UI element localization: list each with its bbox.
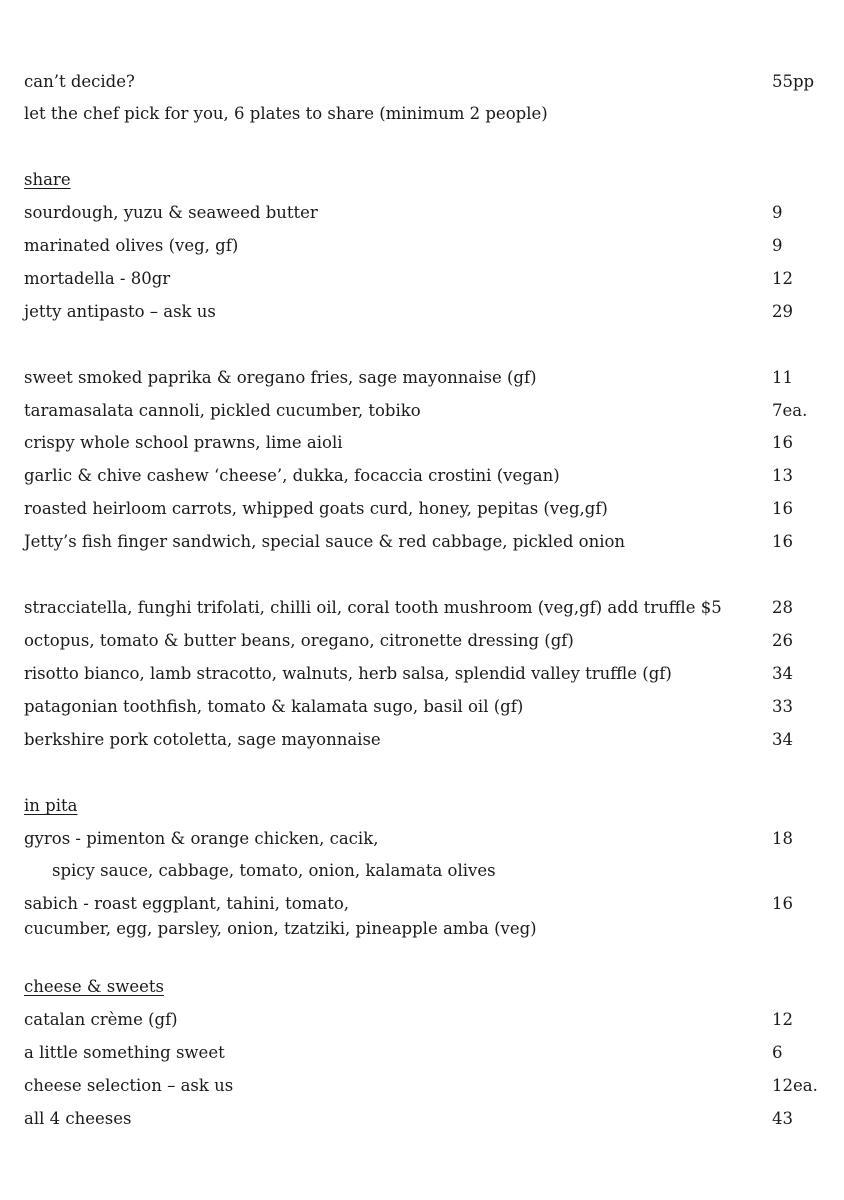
menu-item-price: 34	[772, 730, 793, 749]
chef-pick-title: can’t decide?	[24, 72, 135, 91]
menu-item-name: crispy whole school prawns, lime aioli	[24, 433, 343, 452]
section-heading-share: share	[24, 170, 71, 189]
chef-pick-price: 55pp	[772, 72, 815, 91]
menu-item-price: 13	[772, 466, 793, 485]
menu-item-name: all 4 cheeses	[24, 1109, 132, 1128]
menu-item-price: 7ea.	[772, 401, 808, 420]
menu-item-name: roasted heirloom carrots, whipped goats curd, honey, pepitas (veg,gf)	[24, 499, 608, 518]
menu-item-price: 11	[772, 368, 793, 387]
menu-item-name: risotto bianco, lamb stracotto, walnuts, herb salsa, splendid valley truffle (gf)	[24, 664, 672, 683]
menu-item-price: 16	[772, 894, 793, 913]
section-heading-cheese-sweets: cheese & sweets	[24, 977, 165, 996]
menu-item-price: 18	[772, 829, 793, 848]
menu-item-price: 16	[772, 433, 793, 452]
menu-item-name: sweet smoked paprika & oregano fries, sage mayonnaise (gf)	[24, 368, 537, 387]
menu-item-price: 28	[772, 598, 793, 617]
menu-item-name: a little something sweet	[24, 1043, 225, 1062]
menu-item-price: 16	[772, 499, 793, 518]
menu-item-description: cucumber, egg, parsley, onion, tzatziki, pineapple amba (veg)	[24, 919, 537, 938]
menu-item-name: berkshire pork cotoletta, sage mayonnaise	[24, 730, 381, 749]
menu-item-price: 34	[772, 664, 793, 683]
menu-item-price: 26	[772, 631, 793, 650]
menu-item-price: 9	[772, 236, 783, 255]
menu-item-description: spicy sauce, cabbage, tomato, onion, kalamata olives	[52, 861, 496, 880]
chef-pick-description: let the chef pick for you, 6 plates to share (minimum 2 people)	[24, 104, 548, 123]
menu-item-name: Jetty’s fish finger sandwich, special sauce & red cabbage, pickled onion	[24, 532, 626, 551]
menu-item-price: 12ea.	[772, 1076, 818, 1095]
menu-item-price: 43	[772, 1109, 793, 1128]
menu-item-name: mortadella - 80gr	[24, 269, 171, 288]
menu-item-name: sabich - roast eggplant, tahini, tomato,	[24, 894, 350, 913]
menu-item-name: garlic & chive cashew ‘cheese’, dukka, focaccia crostini (vegan)	[24, 466, 560, 485]
menu-item-name: gyros - pimenton & orange chicken, cacik,	[24, 829, 379, 848]
menu-item-name: cheese selection – ask us	[24, 1076, 234, 1095]
menu-item-price: 16	[772, 532, 793, 551]
section-heading-in-pita: in pita	[24, 796, 78, 815]
menu-item-price: 12	[772, 269, 793, 288]
menu-item-price: 9	[772, 203, 783, 222]
menu-item-name: catalan crème (gf)	[24, 1010, 178, 1029]
menu-item-name: patagonian toothfish, tomato & kalamata sugo, basil oil (gf)	[24, 697, 524, 716]
menu-item-name: jetty antipasto – ask us	[24, 302, 216, 321]
menu-item-price: 12	[772, 1010, 793, 1029]
menu-item-name: stracciatella, funghi trifolati, chilli oil, coral tooth mushroom (veg,gf) add truffle $5	[24, 598, 722, 617]
menu-item-name: octopus, tomato & butter beans, oregano, citronette dressing (gf)	[24, 631, 574, 650]
menu-item-price: 33	[772, 697, 793, 716]
menu-item-price: 29	[772, 302, 793, 321]
menu-item-price: 6	[772, 1043, 783, 1062]
menu-item-name: sourdough, yuzu & seaweed butter	[24, 203, 318, 222]
menu-item-name: marinated olives (veg, gf)	[24, 236, 239, 255]
menu-item-name: taramasalata cannoli, pickled cucumber, tobiko	[24, 401, 421, 420]
